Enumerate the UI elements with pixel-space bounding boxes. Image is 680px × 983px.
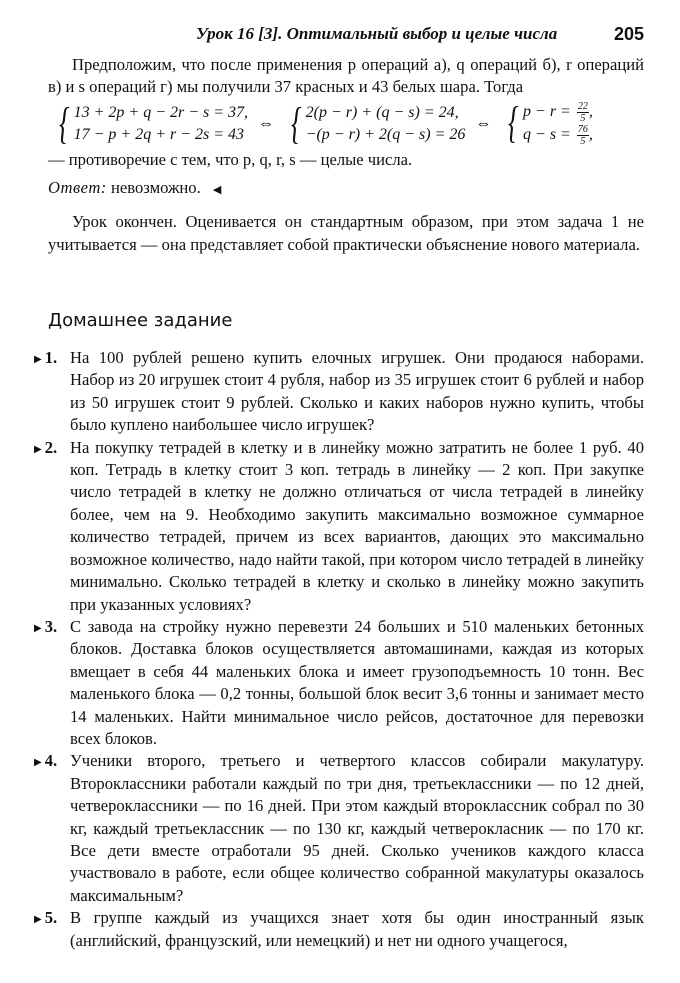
equation: 13 + 2p + q − 2r − s = 37, — [73, 103, 249, 121]
equivalence-arrow: ⇔ — [258, 114, 275, 132]
triangle-right-icon: ▶ — [34, 443, 42, 455]
left-brace-icon: { — [291, 98, 302, 148]
triangle-right-icon: ▶ — [34, 622, 42, 634]
list-item — [34, 437, 644, 616]
triangle-right-icon: ▶ — [34, 354, 42, 366]
answer-line — [48, 177, 644, 201]
fraction-numerator: 22 — [577, 100, 588, 112]
answer-value: невозможно. — [110, 178, 201, 198]
running-head — [48, 24, 644, 54]
list-item — [34, 616, 644, 750]
task-text: В группе каждый из учащихся знает хотя бы один иностранный язык (английский, французский, или немецкий) и нет ни одного учащегося, — [70, 908, 644, 950]
task-text: На покупку тетрадей в клетку и в линейку можно затратить не более 1 руб. 40 коп. Тетрадь в клетку стоит 3 коп. тетрадь в линейку — 2 коп. При закупке число тетрадей в клетку не должно отличаться от числа тетрадей в линейку более, чем на 9. Необходимо закупить максимально возможное суммарное количество тетрадей, причем из всех вариантов, дающих это максимально возможное количество, надо найти такой, при котором число тетрадей в линейку минимально. Сколько тетрадей в клетку и сколько в линейку можно закупить при указанных условиях? — [70, 437, 644, 614]
fraction-numerator: 76 — [577, 123, 588, 135]
left-brace-icon: { — [59, 98, 70, 148]
triangle-right-icon: ▶ — [34, 914, 42, 926]
fraction — [577, 124, 589, 147]
homework-task-list — [34, 347, 644, 952]
fraction-denominator: 5 — [580, 112, 586, 124]
punctuation: , — [588, 102, 593, 120]
equivalence-arrow: ⇔ — [475, 114, 492, 132]
intro-paragraph: Предположим, что после применения p операций а), q операций б), r операций в) и s операций г) мы получили 37 красных и 43 белых шара. Тогда — [48, 55, 644, 97]
system-first — [52, 98, 249, 148]
list-item — [34, 347, 644, 437]
list-item — [34, 750, 644, 907]
left-brace-icon: { — [508, 97, 520, 147]
list-item — [34, 907, 644, 952]
end-of-proof-icon: ◀ — [212, 184, 222, 197]
system-second — [284, 98, 466, 148]
page-number: 205 — [613, 24, 644, 44]
task-number: 2. — [44, 437, 58, 457]
task-text: На 100 рублей решено купить елочных игрушек. Они продаюся наборами. Набор из 20 игрушек стоит 4 рубля, набор из 35 игрушек стоит 6 рублей и набор из 50 игрушек стоит 9 рублей. Сколько и каких наборов нужно купить, чтобы было куплено наибольшее число игрушек? — [70, 348, 644, 435]
answer-label: Ответ: — [48, 178, 107, 198]
task-number: 4. — [44, 751, 58, 771]
equation-left: q − s = — [523, 125, 571, 143]
equation-left: p − r = — [523, 102, 571, 120]
task-text: Ученики второго, третьего и четвертого классов собирали макулатуру. Второклассники работали каждый по три дня, третьеклассники — по 12 дней, четвероклассники — по 16 дней. При этом каждый второклассник собрал по 30 кг, каждый третьеклассник — по 130 кг, каждый четверокласник — по 170 кг. Все дети вместе отработали 95 дней. Сколько учеников каждого класса участвовало в работе, если общее количество собранной макулатуры оказалось максимальным? — [70, 751, 644, 905]
equation — [523, 101, 593, 124]
fraction — [577, 101, 589, 124]
task-number: 3. — [44, 616, 58, 636]
contradiction-line: — противоречие с тем, что p, q, r, s — целые числа. — [48, 149, 413, 169]
section-heading: Домашнее задание — [48, 310, 233, 332]
closing-paragraph: Урок окончен. Оценивается он стандартным образом, при этом задача 1 не учитывается — она представляет собой практически объяснение нового материала. — [48, 212, 644, 254]
equation: −(p − r) + 2(q − s) = 26 — [305, 125, 466, 143]
equation: 2(p − r) + (q − s) = 24, — [305, 103, 459, 121]
running-title: Урок 16 [3]. Оптимальный выбор и целые числа — [196, 24, 558, 43]
triangle-right-icon: ▶ — [34, 757, 42, 769]
task-number: 1. — [44, 348, 58, 368]
equation — [523, 124, 593, 147]
punctuation: , — [588, 125, 593, 143]
task-text: С завода на стройку нужно перевезти 24 больших и 510 маленьких бетонных блоков. Доставка блоков осуществляется автомашинами, каждая из которых вмещает в себя 44 маленьких блока и имеет грузоподъемность 10 тонн. Вес маленького блока — 0,2 тонны, большой блок весит 3,6 тонны и занимает место 14 маленьких. Найти минимальное число рейсов, достаточное для перевозки всех блоков. — [70, 616, 644, 748]
fraction-denominator: 5 — [580, 135, 586, 147]
equation-systems — [52, 97, 644, 148]
task-number: 5. — [44, 908, 58, 928]
equation: 17 − p + 2q + r − 2s = 43 — [73, 125, 245, 143]
system-third — [501, 97, 593, 147]
